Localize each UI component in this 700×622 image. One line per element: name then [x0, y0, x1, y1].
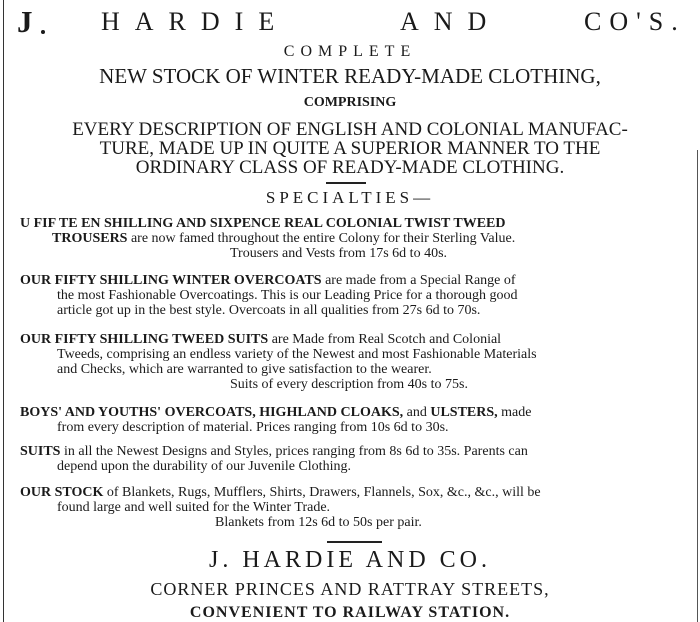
item-line: the most Fashionable Overcoatings. This is our Leading Price for a thorough good — [57, 288, 518, 303]
header-word-and: AND — [400, 7, 502, 36]
header-initial: J — [17, 4, 34, 39]
item-text: are Made from Real Scotch and Colonial — [268, 332, 502, 347]
item-line: found large and well suited for the Winter Trade. — [57, 500, 331, 515]
header-word-cos: CO'S. — [584, 7, 686, 36]
item-line: Blankets from 12s 6d to 50s per pair. — [215, 515, 422, 530]
item-text: made — [497, 405, 532, 420]
complete-heading: COMPLETE — [283, 43, 417, 60]
item-line: Trousers and Vests from 17s 6d to 40s. — [230, 246, 448, 261]
footer-address: CORNER PRINCES AND RATTRAY STREETS, — [150, 579, 550, 599]
specialties-heading: SPECIALTIES— — [265, 188, 435, 207]
comprising-heading: COMPRISING — [303, 95, 397, 110]
item-lead: OUR FIFTY SHILLING TWEED SUITS — [20, 332, 269, 347]
item-line: depend upon the durability of our Juvenile Clothing. — [57, 459, 351, 474]
specialty-trousers — [20, 216, 515, 261]
header-word-hardie: HARDIE — [101, 7, 290, 36]
item-line: U FIF TE EN SHILLING AND SIXPENCE REAL COLONIAL TWIST TWEED — [20, 216, 506, 231]
description-line-1: EVERY DESCRIPTION OF ENGLISH AND COLONIAL MANUFAC- — [72, 119, 628, 140]
specialty-suits — [20, 444, 528, 474]
left-border — [3, 0, 4, 622]
item-lead: OUR STOCK — [20, 485, 104, 500]
item-line: article got up in the best style. Overcoats in all qualities from 27s 6d to 70s. — [57, 303, 481, 318]
footer-rule — [327, 541, 382, 543]
item-lead: SUITS — [20, 444, 61, 459]
specialty-overcoats — [20, 273, 518, 318]
item-text: of Blankets, Rugs, Mufflers, Shirts, Drawers, Flannels, Sox, &c., &c., will be — [103, 485, 541, 500]
item-line: Tweeds, comprising an endless variety of the Newest and most Fashionable Materials — [57, 347, 537, 362]
header-initial-dot — [41, 30, 45, 34]
item-lead: BOYS' AND YOUTHS' OVERCOATS, HIGHLAND CLOAKS, — [20, 405, 404, 420]
item-text: are now famed throughout the entire Colony for their Sterling Value. — [127, 231, 516, 246]
stock-heading: NEW STOCK OF WINTER READY-MADE CLOTHING, — [99, 64, 601, 88]
item-text: are made from a Special Range of — [321, 273, 516, 288]
specialty-tweed-suits — [20, 332, 537, 392]
specialty-boys-overcoats — [20, 405, 531, 435]
item-lead: OUR FIFTY SHILLING WINTER OVERCOATS — [20, 273, 322, 288]
item-lead: ULSTERS, — [430, 405, 498, 420]
footer-note: CONVENIENT TO RAILWAY STATION. — [189, 604, 511, 621]
description-line-2: TURE, MADE UP IN QUITE A SUPERIOR MANNER TO THE — [99, 138, 601, 159]
divider-rule — [326, 182, 366, 184]
item-lead: TROUSERS — [52, 231, 128, 246]
item-line: and Checks, which are warranted to give satisfaction to the wearer. — [57, 362, 432, 377]
item-line: from every description of material. Prices ranging from 10s 6d to 30s. — [57, 420, 449, 435]
item-text: in all the Newest Designs and Styles, prices ranging from 8s 6d to 35s. Parents can — [60, 444, 528, 459]
item-text: and — [403, 405, 431, 420]
footer-name: J. HARDIE AND CO. — [208, 547, 491, 573]
item-line: Suits of every description from 40s to 75s. — [230, 377, 468, 392]
specialty-stock — [20, 485, 541, 530]
description-line-3: ORDINARY CLASS OF READY-MADE CLOTHING. — [135, 157, 565, 178]
